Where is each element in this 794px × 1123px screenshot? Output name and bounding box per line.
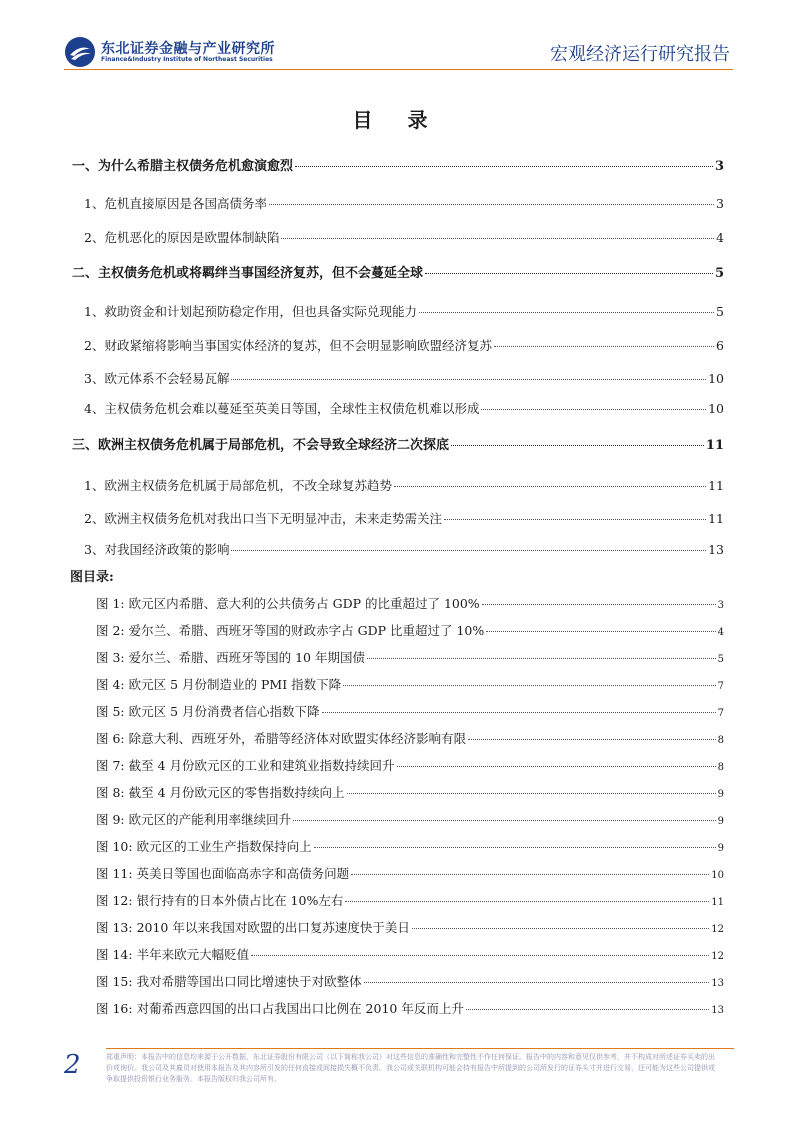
figure-entry[interactable] (96, 594, 724, 612)
toc-section-page: 11 (705, 438, 724, 453)
dot-leader (468, 739, 716, 740)
org-name-en: Finance&Industry Institute of Northeast Securities (101, 56, 273, 63)
figure-entry-page: 13 (711, 978, 724, 989)
figure-entry-label: 图 4: 欧元区 5 月份制造业的 PMI 指数下降 (96, 677, 342, 692)
figure-entry[interactable] (96, 756, 724, 774)
toc-subsection[interactable] (84, 228, 724, 246)
toc-subsection-label: 2、危机恶化的原因是欧盟体制缺陷 (84, 230, 280, 245)
figure-entry[interactable] (96, 621, 724, 639)
toc-subsection-label: 2、财政紧缩将影响当事国实体经济的复苏，但不会明显影响欧盟经济复苏 (84, 338, 492, 353)
toc-section-page: 3 (714, 159, 724, 174)
dot-leader (394, 486, 706, 487)
toc-subsection-page: 11 (708, 511, 724, 526)
figure-entry[interactable] (96, 783, 724, 801)
figure-entry-label: 图 7: 截至 4 月份欧元区的工业和建筑业指数持续回升 (96, 758, 395, 773)
figure-entry-label: 图 1: 欧元区内希腊、意大利的公共债务占 GDP 的比重超过了 100% (96, 596, 480, 611)
dot-leader (231, 379, 706, 380)
dot-leader (451, 445, 704, 446)
toc-subsection[interactable] (84, 369, 724, 387)
figure-entry-page: 5 (717, 654, 724, 665)
figure-entry-page: 10 (711, 870, 724, 881)
dot-leader (293, 820, 716, 821)
dot-leader (466, 1009, 709, 1010)
dot-leader (347, 793, 716, 794)
figure-entry-page: 13 (711, 1005, 724, 1016)
dot-leader (314, 847, 716, 848)
toc-subsection[interactable] (84, 336, 724, 354)
figure-entry-page: 12 (711, 951, 724, 962)
dot-leader (351, 874, 709, 875)
dot-leader (345, 901, 709, 902)
figure-entry[interactable] (96, 999, 724, 1017)
toc-subsection-page: 4 (716, 230, 724, 245)
toc-subsection-label: 4、主权债务危机会难以蔓延至英美日等国，全球性主权债危机难以形成 (84, 401, 480, 416)
report-type-title: 宏观经济运行研究报告 (550, 44, 730, 65)
toc-subsection-page: 13 (708, 542, 724, 557)
dot-leader (251, 955, 709, 956)
toc-subsection-label: 3、对我国经济政策的影响 (84, 542, 230, 557)
figure-entry[interactable] (96, 810, 724, 828)
toc-subsection-page: 6 (716, 338, 724, 353)
toc-section[interactable] (72, 434, 724, 453)
figure-entry-label: 图 2: 爱尔兰、希腊、西班牙等国的财政赤字占 GDP 比重超过了 10% (96, 623, 485, 638)
toc-subsection-page: 10 (708, 401, 724, 416)
dot-leader (412, 928, 709, 929)
figure-entry-page: 9 (717, 843, 724, 854)
figure-entry-label: 图 5: 欧元区 5 月份消费者信心指数下降 (96, 704, 320, 719)
figure-entry-label: 图 13: 2010 年以来我国对欧盟的出口复苏速度快于美日 (96, 920, 410, 935)
figure-list-heading: 图目录: (70, 570, 114, 585)
figure-entry[interactable] (96, 864, 724, 882)
figure-entry[interactable] (96, 891, 724, 909)
figure-entry[interactable] (96, 837, 724, 855)
toc-subsection-label: 3、欧元体系不会轻易瓦解 (84, 371, 230, 386)
toc-section-label: 二、主权债务危机或将羁绊当事国经济复苏，但不会蔓延全球 (72, 266, 424, 281)
toc-subsection-page: 10 (708, 371, 724, 386)
dot-leader (295, 166, 713, 167)
figure-entry-label: 图 3: 爱尔兰、希腊、西班牙等国的 10 年期国债 (96, 650, 365, 665)
header-divider (64, 69, 733, 70)
toc-subsection[interactable] (84, 194, 724, 212)
toc-subsection[interactable] (84, 540, 724, 558)
figure-entry-page: 3 (717, 600, 724, 611)
toc-subsection-page: 11 (708, 478, 724, 493)
figure-entry-page: 11 (711, 897, 724, 908)
dot-leader (482, 604, 716, 605)
toc-subsection-label: 1、救助资金和计划起预防稳定作用，但也具备实际兑现能力 (84, 304, 417, 319)
dot-leader (486, 631, 715, 632)
disclaimer-text: 郑重声明：本报告中的信息均来源于公开数据，东北证券股份有限公司（以下简称我公司）对这些信息的准确性和完整性不作任何保证。报告中的内容和意见仅供参考，并不构成对所述证券买卖的出价或询价。我公司及其雇员对使用本报告及其内容所引发的任何直接或间接损失概不负责。我公司或关联机构可能会持有报告中所提到的公司所发行的证券头寸并进行交易，还可能为这些公司提供或争取提供投资银行业务服务。本报告版权归我公司所有。 (106, 1053, 715, 1083)
figure-entry-label: 图 14: 半年来欧元大幅贬值 (96, 947, 250, 962)
dot-leader (397, 766, 716, 767)
figure-entry-page: 9 (717, 816, 724, 827)
figure-entry[interactable] (96, 945, 724, 963)
figure-entry-label: 图 16: 对葡希西意四国的出口占我国出口比例在 2010 年反而上升 (96, 1001, 464, 1016)
figure-entry[interactable] (96, 972, 724, 990)
figure-entry-page: 4 (717, 627, 724, 638)
dot-leader (481, 409, 706, 410)
dot-leader (367, 658, 716, 659)
toc-subsection-page: 5 (716, 304, 724, 319)
dot-leader (269, 204, 714, 205)
dot-leader (419, 312, 714, 313)
figure-entry-label: 图 6: 除意大利、西班牙外，希腊等经济体对欧盟实体经济影响有限 (96, 731, 467, 746)
figure-entry-label: 图 11: 英美日等国也面临高赤字和高债务问题 (96, 866, 350, 881)
dot-leader (364, 982, 710, 983)
figure-entry[interactable] (96, 729, 724, 747)
figure-entry[interactable] (96, 648, 724, 666)
figure-entry-label: 图 8: 截至 4 月份欧元区的零售指数持续向上 (96, 785, 345, 800)
toc-subsection[interactable] (84, 476, 724, 494)
figure-entry[interactable] (96, 918, 724, 936)
figure-entry-page: 8 (717, 735, 724, 746)
figure-entry-page: 12 (711, 924, 724, 935)
page-number: 2 (64, 1050, 81, 1080)
dot-leader (231, 550, 706, 551)
figure-entry-label: 图 12: 银行持有的日本外债占比在 10%左右 (96, 893, 344, 908)
figure-entry-label: 图 10: 欧元区的工业生产指数保持向上 (96, 839, 312, 854)
company-logo-icon (64, 36, 96, 68)
toc-section-page: 5 (714, 266, 724, 281)
toc-subsection[interactable] (84, 399, 724, 417)
dot-leader (322, 712, 716, 713)
figure-entry-page: 7 (717, 708, 724, 719)
figure-entry-label: 图 9: 欧元区的产能利用率继续回升 (96, 812, 292, 827)
org-name-cn: 东北证券金融与产业研究所 (101, 41, 275, 57)
figure-entry[interactable] (96, 675, 724, 693)
toc-subsection[interactable] (84, 302, 724, 320)
dot-leader (425, 273, 713, 274)
page-header (0, 0, 794, 70)
toc-subsection-label: 2、欧洲主权债务危机对我出口当下无明显冲击，未来走势需关注 (84, 511, 442, 526)
toc-section-label: 三、欧洲主权债务危机属于局部危机，不会导致全球经济二次探底 (72, 438, 450, 453)
toc-subsection-label: 1、欧洲主权债务危机属于局部危机，不改全球复苏趋势 (84, 478, 392, 493)
dot-leader (444, 519, 706, 520)
dot-leader (494, 346, 714, 347)
dot-leader (343, 685, 716, 686)
toc-subsection-page: 3 (716, 196, 724, 211)
toc-subsection-label: 1、危机直接原因是各国高债务率 (84, 196, 267, 211)
figure-entry-page: 9 (717, 789, 724, 800)
footer-divider (106, 1048, 734, 1049)
figure-entry-page: 7 (717, 681, 724, 692)
toc-section[interactable] (72, 155, 724, 174)
toc-subsection[interactable] (84, 509, 724, 527)
toc-title: 目 录 (352, 108, 442, 132)
dot-leader (281, 238, 714, 239)
figure-entry-page: 8 (717, 762, 724, 773)
toc-section-label: 一、为什么希腊主权债务危机愈演愈烈 (72, 159, 294, 174)
figure-entry-label: 图 15: 我对希腊等国出口同比增速快于对欧整体 (96, 974, 362, 989)
toc-section[interactable] (72, 262, 724, 281)
figure-entry[interactable] (96, 702, 724, 720)
